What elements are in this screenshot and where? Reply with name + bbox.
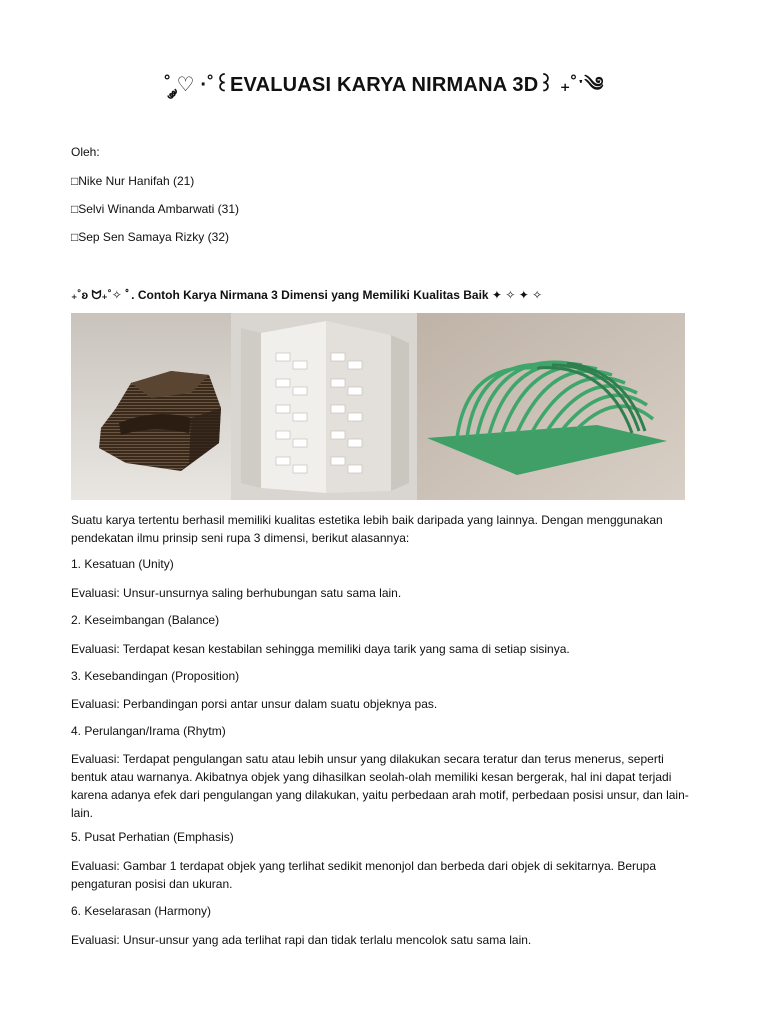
bullet-icon: □	[71, 174, 79, 188]
examples-heading: ₊˚ʚ ᗢ₊˚✧ ﾟ. Contoh Karya Nirmana 3 Dimensi yang Memiliki Kualitas Baik ✦ ✧ ✦ ✧	[71, 288, 543, 302]
section-heading: 2. Keseimbangan (Balance)	[71, 613, 220, 627]
author-item	[71, 202, 239, 216]
document-title: ˚ ༘♡ ·˚꒰EVALUASI KARYA NIRMANA 3D꒱ ₊˚ˑ༄	[164, 74, 604, 96]
bullet-icon: □	[71, 202, 79, 216]
section-text: Evaluasi: Perbandingan porsi antar unsur dalam suatu objeknya pas.	[71, 697, 438, 711]
section-heading: 6. Keselarasan (Harmony)	[71, 904, 212, 918]
section-text: Evaluasi: Unsur-unsurnya saling berhubungan satu sama lain.	[71, 586, 402, 600]
green-arch-image	[417, 313, 685, 500]
section-heading: 1. Kesatuan (Unity)	[71, 557, 174, 571]
section-heading: 5. Pusat Perhatian (Emphasis)	[71, 830, 234, 844]
author-name: Nike Nur Hanifah (21)	[78, 174, 195, 188]
author-item	[71, 174, 194, 188]
section-heading: 3. Kesebandingan (Proposition)	[71, 669, 240, 683]
paper-popup-image	[231, 313, 417, 500]
bullet-icon: □	[71, 230, 79, 244]
authors-label: Oleh:	[71, 145, 100, 159]
author-item	[71, 230, 229, 244]
example-images	[71, 313, 685, 500]
author-name: Sep Sen Samaya Rizky (32)	[78, 230, 229, 244]
author-name: Selvi Winanda Ambarwati (31)	[78, 202, 239, 216]
section-text: Evaluasi: Gambar 1 terdapat objek yang terlihat sedikit menonjol dan berbeda dari objek di sekitarnya. Berupa pengaturan posisi dan ukuran.	[71, 859, 657, 891]
section-text: Evaluasi: Terdapat kesan kestabilan sehingga memiliki daya tarik yang sama di setiap sisinya.	[71, 642, 570, 656]
intro-paragraph: Suatu karya tertentu berhasil memiliki kualitas estetika lebih baik daripada yang lainnya. Dengan menggunakan pendekatan ilmu prinsip seni rupa 3 dimensi, berikut alasannya:	[71, 513, 663, 545]
cardboard-sculpture-image	[71, 313, 231, 500]
section-heading: 4. Perulangan/Irama (Rhytm)	[71, 724, 226, 738]
section-text: Evaluasi: Terdapat pengulangan satu atau lebih unsur yang dilakukan secara teratur dan terus menerus, seperti bentuk atau warnanya. Akibatnya objek yang dihasilkan seolah-olah memiliki kesan bergerak, hal ini dapat terjadi karena adanya efek dari pengulangan yang dilakukan, yaitu perbedaan arah motif, perbedaan posisi unsur, dan lain-lain.	[71, 752, 689, 820]
section-text: Evaluasi: Unsur-unsur yang ada terlihat rapi dan tidak terlalu mencolok satu sama lain.	[71, 933, 532, 947]
